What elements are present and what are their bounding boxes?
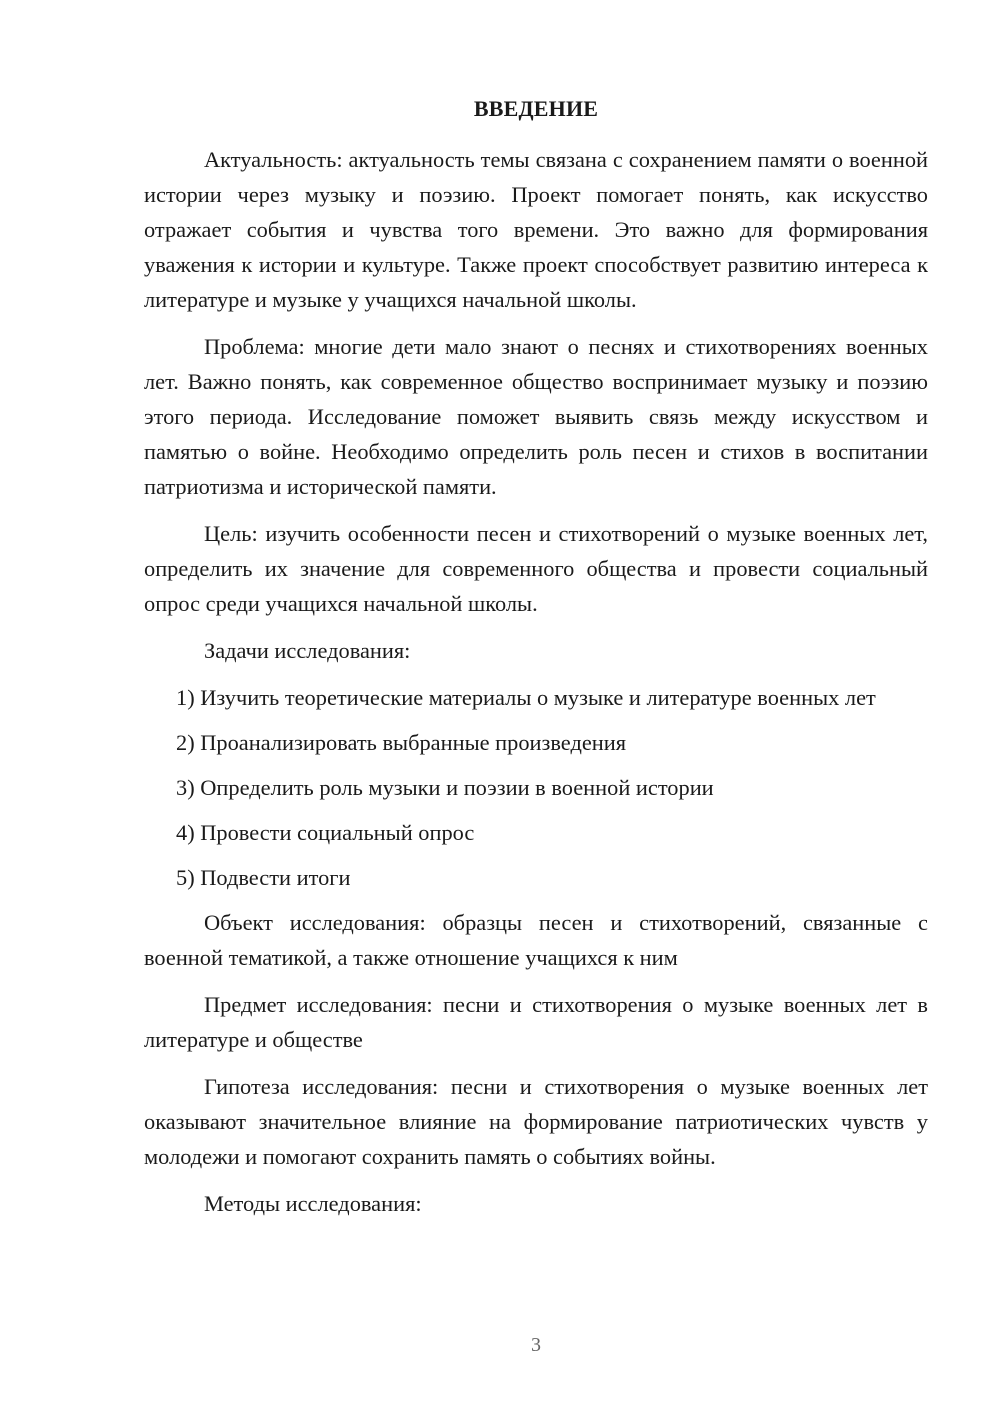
list-item: 2) Проанализировать выбранные произведения [176,730,627,755]
paragraph-methods-heading: Методы исследования: [204,1191,422,1216]
paragraph-problem: Проблема: многие дети мало знают о песнях и стихотворениях военных лет. Важно понять, как современное общество воспринимает музыку и поэзию этого периода. Исследование поможет выявить связь между искусством и памятью о войне. Необходимо определить роль песен и стихов в воспитании патриотизма и исторической памяти. [144,334,928,499]
page-title: ВВЕДЕНИЕ [473,96,599,121]
list-item: 4) Провести социальный опрос [176,820,475,845]
paragraph-tasks-heading: Задачи исследования: [204,638,411,663]
paragraph-subject: Предмет исследования: песни и стихотворения о музыке военных лет в литературе и обществе [144,992,928,1052]
list-item: 1) Изучить теоретические материалы о музыке и литературе военных лет [176,685,876,710]
tasks-list [144,680,928,895]
paragraph-relevance: Актуальность: актуальность темы связана с сохранением памяти о военной истории через музыку и поэзию. Проект помогает понять, как искусство отражает события и чувства того времени. Это важно для формирования уважения к истории и культуре. Также проект способствует развитию интереса к литературе и музыке у учащихся начальной школы. [144,147,928,312]
page-number: 3 [531,1334,541,1356]
paragraph-object: Объект исследования: образцы песен и стихотворений, связанные с военной тематикой, а также отношение учащихся к ним [144,910,928,970]
list-item: 5) Подвести итоги [176,865,351,890]
document-page [144,0,928,1414]
paragraph-goal: Цель: изучить особенности песен и стихотворений о музыке военных лет, определить их значение для современного общества и провести социальный опрос среди учащихся начальной школы. [144,521,928,616]
list-item: 3) Определить роль музыки и поэзии в военной истории [176,775,714,800]
paragraph-hypothesis: Гипотеза исследования: песни и стихотворения о музыке военных лет оказывают значительное влияние на формирование патриотических чувств у молодежи и помогают сохранить память о событиях войны. [144,1074,928,1169]
page-content [144,142,928,1233]
